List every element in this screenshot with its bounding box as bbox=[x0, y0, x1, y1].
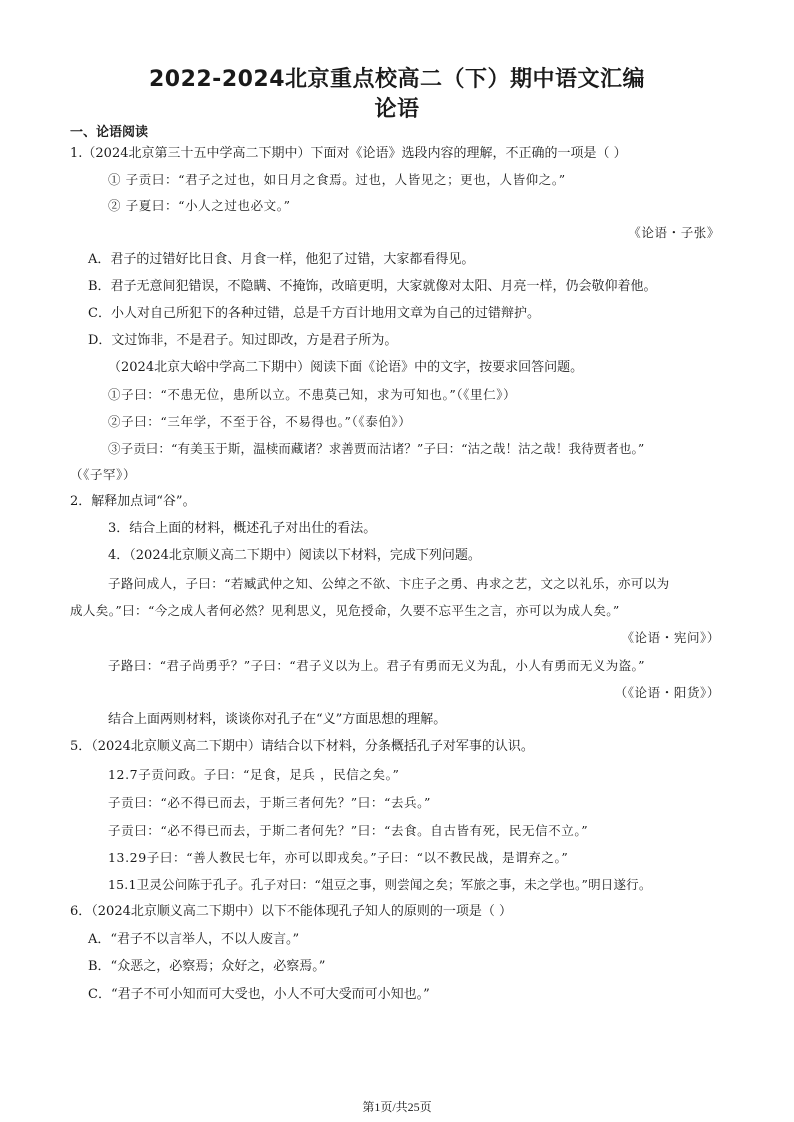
question-1-stem: 1.（2024北京第三十五中学高二下期中）下面对《论语》选段内容的理解，不正确的一项是（ ） bbox=[70, 146, 627, 161]
question-6-option-c: C．“君子不可小知而可大受也，小人不可大受而可小知也。” bbox=[88, 987, 430, 1002]
question-6-stem: 6．（2024北京顺义高二下期中）以下不能体现孔子知人的原则的一项是（ ） bbox=[70, 904, 512, 919]
question-4-source-1: 《论语・宪问》） bbox=[621, 630, 720, 645]
question-4-material-1b: 成人矣。”曰：“今之成人者何必然？见利思义，见危授命，久要不忘平生之言，亦可以为成人矣。” bbox=[70, 603, 620, 618]
question-6-option-b: B．“众恶之，必察焉；众好之，必察焉。” bbox=[88, 959, 326, 974]
question-1-option-c: C．小人对自己所犯下的各种过错，总是千方百计地用文章为自己的过错辩护。 bbox=[88, 306, 540, 321]
question-5-line-1: 12.7子贡问政。子曰：“足食，足兵 ，民信之矣。” bbox=[108, 767, 400, 782]
passage-2-line-3-source: （《子罕》） bbox=[70, 467, 137, 482]
question-3: 3．结合上面的材料，概述孔子对出仕的看法。 bbox=[108, 521, 377, 536]
passage-2-line-2: ②子曰：“三年学，不至于谷，不易得也。”（《泰伯》） bbox=[108, 414, 412, 429]
section-heading: 一、论语阅读 bbox=[70, 125, 149, 140]
question-4-source-2: （《论语・阳货》） bbox=[614, 685, 720, 700]
question-5-line-5: 15.1卫灵公问陈于孔子。孔子对曰：“俎豆之事，则尝闻之矣；军旅之事，未之学也。”明日遂行。 bbox=[108, 877, 652, 892]
question-1-option-d: D．文过饰非，不是君子。知过即改，方是君子所为。 bbox=[88, 333, 398, 348]
question-4-material-1a: 子路问成人，子曰：“若臧武仲之知、公绰之不欲、卞庄子之勇、冉求之艺，文之以礼乐，亦可以为 bbox=[108, 576, 670, 591]
passage-2-intro: （2024北京大峪中学高二下期中）阅读下面《论语》中的文字，按要求回答问题。 bbox=[108, 360, 584, 375]
question-4-material-2: 子路曰：“君子尚勇乎？”子曰：“君子义以为上。君子有勇而无义为乱，小人有勇而无义为盗。” bbox=[108, 658, 645, 673]
page-number: 第1页/共25页 bbox=[362, 1100, 432, 1114]
question-1-quote-1: ① 子贡曰：“君子之过也，如日月之食焉。过也，人皆见之；更也，人皆仰之。” bbox=[108, 172, 566, 187]
question-1-option-b: B．君子无意间犯错误，不隐瞒、不掩饰，改暗更明，大家就像对太阳、月亮一样，仍会敬仰着他。 bbox=[88, 279, 657, 294]
question-4-stem: 4．（2024北京顺义高二下期中）阅读以下材料，完成下列问题。 bbox=[108, 548, 481, 563]
question-5-line-3: 子贡曰：“必不得已而去，于斯二者何先？”曰：“去食。自古皆有死，民无信不立。” bbox=[108, 823, 589, 838]
question-5-stem: 5．（2024北京顺义高二下期中）请结合以下材料，分条概括孔子对军事的认识。 bbox=[70, 739, 534, 754]
question-2: 2．解释加点词“谷”。 bbox=[70, 494, 196, 509]
question-1-source: 《论语・子张》 bbox=[628, 225, 720, 240]
passage-2-line-1: ①子曰：“不患无位，患所以立。不患莫己知，求为可知也。”（《里仁》） bbox=[108, 387, 517, 402]
question-4-task: 结合上面两则材料，谈谈你对孔子在“义”方面思想的理解。 bbox=[108, 712, 447, 727]
page-title: 2022-2024北京重点校高二（下）期中语文汇编 bbox=[148, 67, 646, 92]
question-5-line-2: 子贡曰：“必不得已而去，于斯三者何先？”曰：“去兵。” bbox=[108, 795, 432, 810]
question-5-line-4: 13.29子曰：“善人教民七年，亦可以即戎矣。”子曰：“以不教民战，是谓弃之。” bbox=[108, 850, 569, 865]
question-6-option-a: A．“君子不以言举人，不以人废言。” bbox=[88, 932, 300, 947]
question-1-option-a: A．君子的过错好比日食、月食一样，他犯了过错，大家都看得见。 bbox=[88, 252, 475, 267]
page-subtitle: 论语 bbox=[374, 97, 420, 122]
passage-2-line-3: ③子贡曰：“有美玉于斯，温椟而藏诸？求善贾而沽诸？”子曰：“沽之哉！沽之哉！我待贾者也。” bbox=[108, 441, 645, 456]
question-1-quote-2: ② 子夏曰：“小人之过也必文。” bbox=[108, 198, 291, 213]
